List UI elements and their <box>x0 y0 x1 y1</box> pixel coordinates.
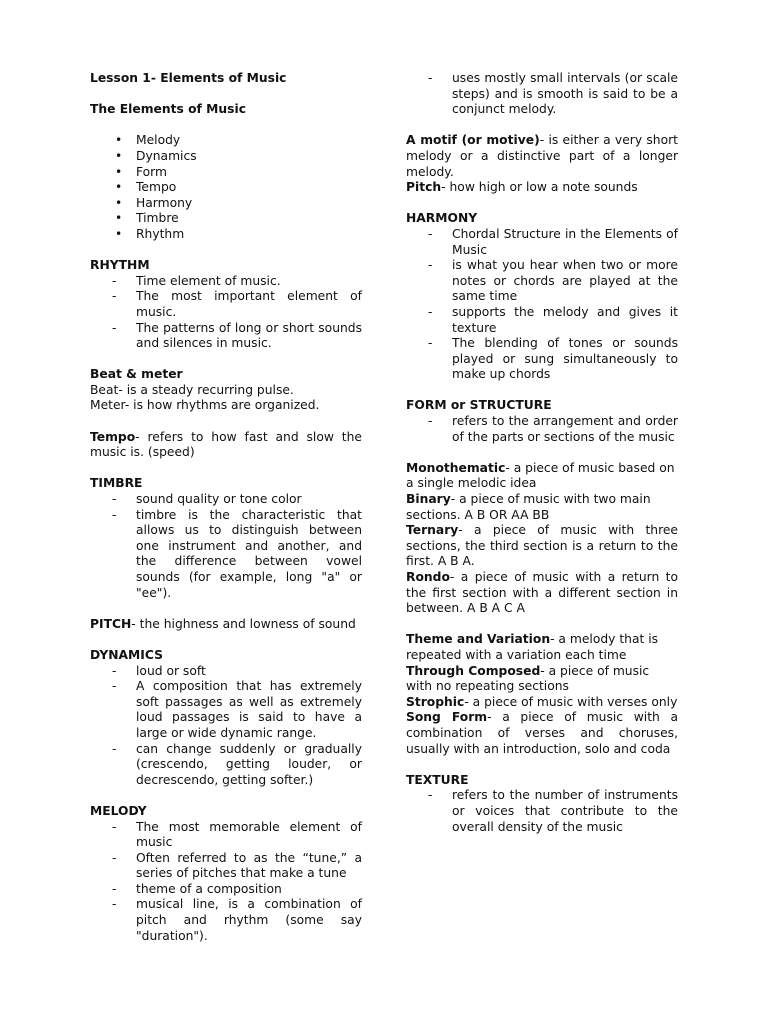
element-item: • Harmony <box>90 196 362 212</box>
list-item: - The most memorable element of music <box>90 820 362 851</box>
song-form-term: Song Form <box>406 710 488 725</box>
element-item: • Melody <box>90 133 362 149</box>
strophic-definition <box>406 695 678 711</box>
through-composed-term: Through Composed <box>406 663 541 678</box>
binary-term: Binary <box>406 492 451 507</box>
dynamics-heading: DYNAMICS <box>90 647 163 662</box>
tempo-text: - refers to how fast and slow the music is. (speed) <box>90 429 362 460</box>
texture-list <box>406 788 678 835</box>
monothematic-text: - a piece of music based on a single melodic idea <box>406 460 675 491</box>
harmony-list <box>406 227 678 383</box>
melody-list-continued <box>406 71 678 118</box>
timbre-list <box>90 492 362 601</box>
list-item: - timbre is the characteristic that allows us to distinguish between one instrument and another, and the difference between vowel sounds (for example, long "a" or "ee"). <box>90 508 362 602</box>
pitch-term-right: Pitch <box>406 180 442 195</box>
theme-variation-text: - a melody that is repeated with a variation each time <box>406 632 659 662</box>
motif-text: - is either a very short melody or a distinctive part of a longer melody. <box>406 133 678 179</box>
theme-variation-definition <box>406 632 678 663</box>
strophic-term: Strophic <box>406 694 465 709</box>
melody-heading: MELODY <box>90 803 147 818</box>
element-item: • Rhythm <box>90 227 362 243</box>
pitch-term: PITCH <box>90 616 132 631</box>
list-item: - sound quality or tone color <box>90 492 362 508</box>
texture-heading: TEXTURE <box>406 772 469 787</box>
list-item: - theme of a composition <box>90 882 362 898</box>
strophic-text: - a piece of music with verses only <box>464 694 678 709</box>
motif-definition <box>406 133 678 180</box>
through-composed-definition <box>406 664 678 695</box>
element-item: • Dynamics <box>90 149 362 165</box>
list-item: - can change suddenly or gradually (crescendo, getting louder, or decrescendo, getting softer.) <box>90 742 362 789</box>
song-form-definition <box>406 710 678 757</box>
monothematic-definition <box>406 461 678 492</box>
right-column <box>406 71 678 835</box>
beat-meter-heading: Beat & meter <box>90 367 183 382</box>
lesson-title: Lesson 1- Elements of Music <box>90 71 287 85</box>
list-item: - The patterns of long or short sounds and silences in music. <box>90 321 362 352</box>
meter-definition: Meter- is how rhythms are organized. <box>90 398 320 413</box>
pitch-definition <box>90 617 362 633</box>
list-item: - Chordal Structure in the Elements of Music <box>406 227 678 258</box>
theme-variation-term: Theme and Variation <box>406 632 551 647</box>
left-column <box>90 71 362 944</box>
form-list <box>406 414 678 445</box>
song-form-text: - a piece of music with a combination of verses and choruses, usually with an introduction, solo and coda <box>406 710 678 756</box>
list-item: - The most important element of music. <box>90 289 362 320</box>
rondo-definition <box>406 570 678 617</box>
list-item: - uses mostly small intervals (or scale steps) and is smooth is said to be a conjunct melody. <box>406 71 678 118</box>
pitch-text-right: - how high or low a note sounds <box>441 180 638 195</box>
motif-term: A motif (or motive) <box>406 133 540 148</box>
list-item: - refers to the number of instruments or voices that contribute to the overall density of the music <box>406 788 678 835</box>
list-item: - loud or soft <box>90 664 362 680</box>
tempo-term: Tempo <box>90 429 136 444</box>
binary-definition <box>406 492 678 523</box>
element-item: • Form <box>90 165 362 181</box>
rondo-term: Rondo <box>406 570 450 584</box>
beat-definition: Beat- is a steady recurring pulse. <box>90 382 294 397</box>
pitch-definition-right <box>406 180 678 196</box>
list-item: - refers to the arrangement and order of the parts or sections of the music <box>406 414 678 445</box>
list-item: - is what you hear when two or more notes or chords are played at the same time <box>406 258 678 305</box>
rhythm-heading: RHYTHM <box>90 258 150 273</box>
monothematic-term: Monothematic <box>406 460 506 475</box>
section-heading: The Elements of Music <box>90 102 246 117</box>
binary-text: - a piece of music with two main sections. A B OR AA BB <box>406 492 651 522</box>
element-item: • Timbre <box>90 211 362 227</box>
element-item: • Tempo <box>90 180 362 196</box>
form-heading: FORM or STRUCTURE <box>406 398 552 413</box>
list-item: - Time element of music. <box>90 274 362 290</box>
melody-list <box>90 820 362 945</box>
through-composed-text: - a piece of music with no repeating sections <box>406 663 650 694</box>
list-item: - Often referred to as the “tune,” a series of pitches that make a tune <box>90 851 362 882</box>
pitch-text: - the highness and lowness of sound <box>131 616 356 631</box>
ternary-text: - a piece of music with three sections, the third section is a return to the first. A B A. <box>406 523 678 569</box>
list-item: - The blending of tones or sounds played or sung simultaneously to make up chords <box>406 336 678 383</box>
ternary-term: Ternary <box>406 523 459 538</box>
tempo-definition <box>90 430 362 461</box>
list-item: - supports the melody and gives it texture <box>406 305 678 336</box>
list-item: - musical line, is a combination of pitch and rhythm (some say "duration"). <box>90 897 362 944</box>
list-item: - A composition that has extremely soft passages as well as extremely loud passages is said to have a large or wide dynamic range. <box>90 679 362 741</box>
timbre-heading: TIMBRE <box>90 476 143 491</box>
elements-list <box>90 133 362 242</box>
harmony-heading: HARMONY <box>406 211 478 226</box>
rondo-text: - a piece of music with a return to the first section with a different section in between. A B A C A <box>406 570 678 616</box>
ternary-definition <box>406 523 678 570</box>
rhythm-list <box>90 274 362 352</box>
dynamics-list <box>90 664 362 789</box>
